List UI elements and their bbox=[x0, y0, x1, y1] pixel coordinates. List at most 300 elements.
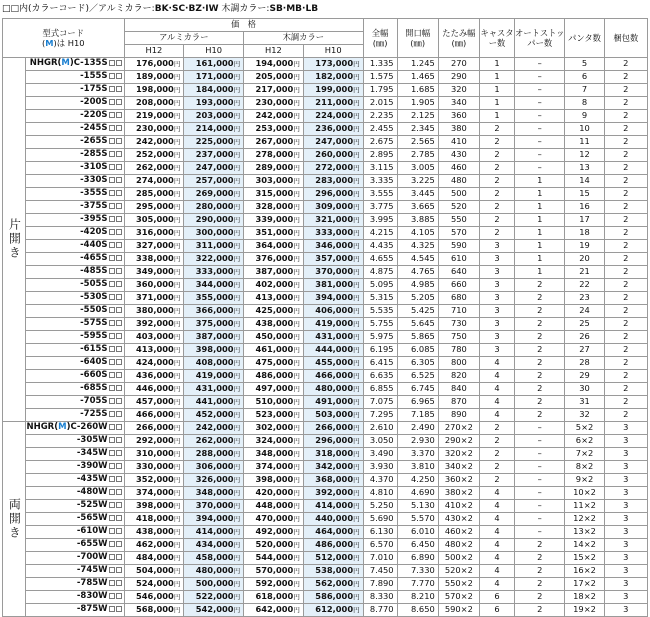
color-code-box-icon bbox=[116, 333, 122, 339]
full-width: 6.570 bbox=[363, 538, 397, 551]
caster-count: 6 bbox=[479, 603, 514, 616]
package-count: 2 bbox=[604, 278, 647, 291]
price-alu-h10: 375,000円 bbox=[184, 317, 244, 330]
opening-width: 5.205 bbox=[397, 291, 438, 304]
package-count: 3 bbox=[604, 525, 647, 538]
panta-count: 15 bbox=[565, 187, 604, 200]
package-count: 3 bbox=[604, 603, 647, 616]
price-alu-h12: 262,000円 bbox=[124, 161, 184, 174]
table-row bbox=[3, 343, 648, 356]
caster-count: 6 bbox=[479, 590, 514, 603]
full-width: 5.250 bbox=[363, 499, 397, 512]
color-code-box-icon bbox=[116, 541, 122, 547]
color-code-box-icon bbox=[109, 307, 115, 313]
price-alu-h12: 292,000円 bbox=[124, 434, 184, 447]
panta-count: 30 bbox=[565, 382, 604, 395]
price-alu-h10: 300,000円 bbox=[184, 226, 244, 239]
table-row bbox=[3, 460, 648, 473]
price-wood-h12: 374,000円 bbox=[244, 460, 304, 473]
folded-width: 660 bbox=[438, 278, 479, 291]
color-code-box-icon bbox=[116, 60, 122, 66]
color-code-box-icon bbox=[116, 229, 122, 235]
price-wood-h10: 309,000円 bbox=[303, 200, 363, 213]
color-code-box-icon bbox=[116, 268, 122, 274]
table-row bbox=[3, 486, 648, 499]
price-wood-h12: 387,000円 bbox=[244, 265, 304, 278]
folded-width-header: たたみ幅 (㎜) bbox=[438, 19, 479, 58]
price-alu-h10: 203,000円 bbox=[184, 109, 244, 122]
model-code: -375S bbox=[25, 200, 124, 213]
model-code: -705S bbox=[25, 395, 124, 408]
stopper-count: 2 bbox=[515, 343, 565, 356]
panta-count: 8×2 bbox=[565, 460, 604, 473]
price-wood-h10: 260,000円 bbox=[303, 148, 363, 161]
package-count: 3 bbox=[604, 499, 647, 512]
full-width: 7.890 bbox=[363, 577, 397, 590]
full-width: 3.555 bbox=[363, 187, 397, 200]
price-alu-h10: 193,000円 bbox=[184, 96, 244, 109]
price-alu-h10: 480,000円 bbox=[184, 564, 244, 577]
full-width: 4.875 bbox=[363, 265, 397, 278]
color-code-box-icon bbox=[109, 229, 115, 235]
model-code: -640S bbox=[25, 356, 124, 369]
price-wood-h12: 642,000円 bbox=[244, 603, 304, 616]
folded-width: 480×2 bbox=[438, 538, 479, 551]
table-row bbox=[3, 174, 648, 187]
wood-h12-header: H12 bbox=[244, 44, 304, 57]
stopper-count: – bbox=[515, 135, 565, 148]
color-code-box-icon bbox=[116, 164, 122, 170]
color-code-box-icon bbox=[116, 554, 122, 560]
price-alu-h12: 219,000円 bbox=[124, 109, 184, 122]
price-wood-h10: 211,000円 bbox=[303, 96, 363, 109]
stopper-count: 1 bbox=[515, 252, 565, 265]
model-code: -420S bbox=[25, 226, 124, 239]
color-code-box-icon bbox=[109, 567, 115, 573]
opening-width: 1.245 bbox=[397, 57, 438, 70]
folded-width: 340 bbox=[438, 96, 479, 109]
price-alu-h10: 344,000円 bbox=[184, 278, 244, 291]
color-code-box-icon bbox=[116, 346, 122, 352]
stopper-count: – bbox=[515, 473, 565, 486]
price-wood-h12: 492,000円 bbox=[244, 525, 304, 538]
price-wood-h10: 236,000円 bbox=[303, 122, 363, 135]
price-wood-h10: 381,000円 bbox=[303, 278, 363, 291]
opening-width: 4.690 bbox=[397, 486, 438, 499]
folded-width: 610 bbox=[438, 252, 479, 265]
panta-count: 20 bbox=[565, 252, 604, 265]
price-alu-h12: 349,000円 bbox=[124, 265, 184, 278]
price-alu-h10: 161,000円 bbox=[184, 57, 244, 70]
panta-count: 11×2 bbox=[565, 499, 604, 512]
price-alu-h12: 208,000円 bbox=[124, 96, 184, 109]
color-code-box-icon bbox=[116, 398, 122, 404]
price-alu-h12: 403,000円 bbox=[124, 330, 184, 343]
table-row bbox=[3, 226, 648, 239]
price-alu-h12: 285,000円 bbox=[124, 187, 184, 200]
price-alu-h10: 322,000円 bbox=[184, 252, 244, 265]
price-wood-h12: 302,000円 bbox=[244, 421, 304, 434]
package-count: 2 bbox=[604, 317, 647, 330]
legend-prefix: □□内(カラーコード)／アルミカラー: bbox=[2, 4, 155, 14]
folded-width: 410 bbox=[438, 135, 479, 148]
price-alu-h10: 326,000円 bbox=[184, 473, 244, 486]
price-wood-h10: 486,000円 bbox=[303, 538, 363, 551]
stopper-count: 2 bbox=[515, 369, 565, 382]
opening-width: 3.810 bbox=[397, 460, 438, 473]
full-width: 1.335 bbox=[363, 57, 397, 70]
price-wood-h10: 406,000円 bbox=[303, 304, 363, 317]
model-code: -435W bbox=[25, 473, 124, 486]
color-code-box-icon bbox=[116, 385, 122, 391]
price-wood-h12: 618,000円 bbox=[244, 590, 304, 603]
wood-color-header: 木調カラー bbox=[244, 31, 364, 44]
price-alu-h12: 568,000円 bbox=[124, 603, 184, 616]
opening-width: 5.570 bbox=[397, 512, 438, 525]
color-code-box-icon bbox=[116, 99, 122, 105]
model-code: -530S bbox=[25, 291, 124, 304]
color-code-box-icon bbox=[116, 528, 122, 534]
color-code-box-icon bbox=[109, 333, 115, 339]
full-width: 4.810 bbox=[363, 486, 397, 499]
folded-width: 410×2 bbox=[438, 499, 479, 512]
alu-color-header: アルミカラー bbox=[124, 31, 244, 44]
opening-width: 2.345 bbox=[397, 122, 438, 135]
color-code-box-icon bbox=[116, 359, 122, 365]
full-width: 2.015 bbox=[363, 96, 397, 109]
package-count: 2 bbox=[604, 356, 647, 369]
panta-count: 7 bbox=[565, 83, 604, 96]
model-code: -505S bbox=[25, 278, 124, 291]
color-code-box-icon bbox=[109, 177, 115, 183]
package-count: 2 bbox=[604, 395, 647, 408]
price-alu-h12: 446,000円 bbox=[124, 382, 184, 395]
price-wood-h12: 194,000円 bbox=[244, 57, 304, 70]
model-code: -390W bbox=[25, 460, 124, 473]
price-alu-h12: 546,000円 bbox=[124, 590, 184, 603]
caster-count: 3 bbox=[479, 317, 514, 330]
color-code-box-icon bbox=[109, 73, 115, 79]
caster-count: 4 bbox=[479, 512, 514, 525]
price-wood-h12: 592,000円 bbox=[244, 577, 304, 590]
caster-count: 1 bbox=[479, 109, 514, 122]
table-row bbox=[3, 57, 648, 70]
panta-count: 15×2 bbox=[565, 551, 604, 564]
legend-wood-label: 木調カラー: bbox=[221, 4, 270, 14]
price-wood-h12: 289,000円 bbox=[244, 161, 304, 174]
stopper-count: – bbox=[515, 70, 565, 83]
panta-count: 16 bbox=[565, 200, 604, 213]
price-alu-h12: 338,000円 bbox=[124, 252, 184, 265]
color-code-box-icon bbox=[109, 606, 115, 612]
color-code-box-icon bbox=[116, 372, 122, 378]
caster-count: 3 bbox=[479, 343, 514, 356]
price-wood-h10: 182,000円 bbox=[303, 70, 363, 83]
color-code-box-icon bbox=[109, 268, 115, 274]
price-alu-h12: 310,000円 bbox=[124, 447, 184, 460]
price-alu-h10: 306,000円 bbox=[184, 460, 244, 473]
price-table-body bbox=[3, 57, 648, 616]
full-width: 4.435 bbox=[363, 239, 397, 252]
price-alu-h12: 374,000円 bbox=[124, 486, 184, 499]
folded-width: 290 bbox=[438, 70, 479, 83]
price-wood-h10: 491,000円 bbox=[303, 395, 363, 408]
price-alu-h12: 189,000円 bbox=[124, 70, 184, 83]
color-code-box-icon bbox=[109, 476, 115, 482]
package-header: 梱包数 bbox=[604, 19, 647, 58]
color-code-box-icon bbox=[109, 125, 115, 131]
color-code-box-icon bbox=[116, 489, 122, 495]
color-code-box-icon bbox=[116, 580, 122, 586]
color-code-box-icon bbox=[109, 255, 115, 261]
price-wood-h10: 247,000円 bbox=[303, 135, 363, 148]
panta-count: 31 bbox=[565, 395, 604, 408]
opening-width: 8.650 bbox=[397, 603, 438, 616]
caster-count: 3 bbox=[479, 291, 514, 304]
full-width: 5.535 bbox=[363, 304, 397, 317]
model-code: -285S bbox=[25, 148, 124, 161]
price-alu-h10: 333,000円 bbox=[184, 265, 244, 278]
price-alu-h12: 484,000円 bbox=[124, 551, 184, 564]
opening-width: 6.305 bbox=[397, 356, 438, 369]
price-wood-h10: 173,000円 bbox=[303, 57, 363, 70]
price-wood-h12: 570,000円 bbox=[244, 564, 304, 577]
stopper-count: 2 bbox=[515, 330, 565, 343]
table-row bbox=[3, 187, 648, 200]
stopper-count: 2 bbox=[515, 317, 565, 330]
opening-width: 6.965 bbox=[397, 395, 438, 408]
price-alu-h10: 280,000円 bbox=[184, 200, 244, 213]
full-width: 3.775 bbox=[363, 200, 397, 213]
panta-count: 7×2 bbox=[565, 447, 604, 460]
model-code: -220S bbox=[25, 109, 124, 122]
model-code: -395S bbox=[25, 213, 124, 226]
price-wood-h12: 217,000円 bbox=[244, 83, 304, 96]
caster-count: 4 bbox=[479, 551, 514, 564]
price-alu-h12: 360,000円 bbox=[124, 278, 184, 291]
folded-width: 460 bbox=[438, 161, 479, 174]
price-alu-h10: 290,000円 bbox=[184, 213, 244, 226]
package-count: 2 bbox=[604, 369, 647, 382]
opening-width: 2.930 bbox=[397, 434, 438, 447]
caster-count: 3 bbox=[479, 252, 514, 265]
package-count: 2 bbox=[604, 213, 647, 226]
model-code: -685S bbox=[25, 382, 124, 395]
stopper-count: 2 bbox=[515, 603, 565, 616]
color-code-box-icon bbox=[109, 346, 115, 352]
model-code: -595S bbox=[25, 330, 124, 343]
package-count: 2 bbox=[604, 265, 647, 278]
price-wood-h10: 199,000円 bbox=[303, 83, 363, 96]
model-code-header: 型式コード (M)は H10 bbox=[3, 19, 125, 58]
caster-count: 4 bbox=[479, 577, 514, 590]
color-code-box-icon bbox=[109, 359, 115, 365]
model-code: -485S bbox=[25, 265, 124, 278]
package-count: 3 bbox=[604, 486, 647, 499]
price-wood-h10: 440,000円 bbox=[303, 512, 363, 525]
folded-width: 520×2 bbox=[438, 564, 479, 577]
panta-count: 27 bbox=[565, 343, 604, 356]
caster-count: 4 bbox=[479, 486, 514, 499]
table-row bbox=[3, 135, 648, 148]
opening-width: 6.745 bbox=[397, 382, 438, 395]
opening-width: 3.225 bbox=[397, 174, 438, 187]
price-wood-h12: 497,000円 bbox=[244, 382, 304, 395]
price-alu-h10: 237,000円 bbox=[184, 148, 244, 161]
panta-count: 9 bbox=[565, 109, 604, 122]
opening-width: 5.130 bbox=[397, 499, 438, 512]
price-wood-h12: 253,000円 bbox=[244, 122, 304, 135]
caster-count: 2 bbox=[479, 473, 514, 486]
opening-width: 3.370 bbox=[397, 447, 438, 460]
color-code-box-icon bbox=[109, 385, 115, 391]
legend-alu-colors: BK·SC·BZ·IW bbox=[154, 4, 219, 14]
price-wood-h10: 272,000円 bbox=[303, 161, 363, 174]
package-count: 2 bbox=[604, 291, 647, 304]
color-code-box-icon bbox=[116, 424, 122, 430]
group-label: 片開き bbox=[3, 57, 26, 421]
stopper-count: – bbox=[515, 83, 565, 96]
price-alu-h10: 522,000円 bbox=[184, 590, 244, 603]
full-width: 3.335 bbox=[363, 174, 397, 187]
full-width: 4.215 bbox=[363, 226, 397, 239]
stopper-count: 1 bbox=[515, 213, 565, 226]
color-code-box-icon bbox=[109, 437, 115, 443]
opening-width: 4.985 bbox=[397, 278, 438, 291]
folded-width: 570×2 bbox=[438, 590, 479, 603]
package-count: 2 bbox=[604, 122, 647, 135]
price-alu-h12: 176,000円 bbox=[124, 57, 184, 70]
stopper-count: 2 bbox=[515, 382, 565, 395]
color-code-box-icon bbox=[109, 398, 115, 404]
table-row bbox=[3, 239, 648, 252]
stopper-count: 2 bbox=[515, 551, 565, 564]
price-wood-h12: 278,000円 bbox=[244, 148, 304, 161]
opening-width: 4.250 bbox=[397, 473, 438, 486]
table-row bbox=[3, 408, 648, 421]
package-count: 3 bbox=[604, 447, 647, 460]
price-wood-h10: 480,000円 bbox=[303, 382, 363, 395]
table-row bbox=[3, 512, 648, 525]
price-wood-h12: 461,000円 bbox=[244, 343, 304, 356]
price-wood-h10: 562,000円 bbox=[303, 577, 363, 590]
panta-count: 23 bbox=[565, 291, 604, 304]
package-count: 3 bbox=[604, 512, 647, 525]
price-alu-h10: 262,000円 bbox=[184, 434, 244, 447]
price-wood-h10: 321,000円 bbox=[303, 213, 363, 226]
price-wood-h12: 523,000円 bbox=[244, 408, 304, 421]
stopper-count: 1 bbox=[515, 187, 565, 200]
folded-width: 480 bbox=[438, 174, 479, 187]
opening-width: 6.525 bbox=[397, 369, 438, 382]
opening-width: 2.565 bbox=[397, 135, 438, 148]
price-wood-h12: 544,000円 bbox=[244, 551, 304, 564]
price-alu-h10: 269,000円 bbox=[184, 187, 244, 200]
caster-count: 3 bbox=[479, 330, 514, 343]
price-alu-h12: 352,000円 bbox=[124, 473, 184, 486]
price-alu-h12: 266,000円 bbox=[124, 421, 184, 434]
package-count: 2 bbox=[604, 109, 647, 122]
price-wood-h10: 368,000円 bbox=[303, 473, 363, 486]
color-code-box-icon bbox=[109, 502, 115, 508]
folded-width: 730 bbox=[438, 317, 479, 330]
color-code-box-icon bbox=[109, 294, 115, 300]
model-code: -265S bbox=[25, 135, 124, 148]
stopper-count: – bbox=[515, 161, 565, 174]
color-code-box-icon bbox=[116, 515, 122, 521]
color-code-box-icon bbox=[109, 203, 115, 209]
model-code: NHGR(M)C-135S bbox=[25, 57, 124, 70]
package-count: 3 bbox=[604, 460, 647, 473]
full-width: 4.655 bbox=[363, 252, 397, 265]
price-wood-h10: 283,000円 bbox=[303, 174, 363, 187]
caster-count: 1 bbox=[479, 70, 514, 83]
full-width: 6.635 bbox=[363, 369, 397, 382]
price-wood-h12: 420,000円 bbox=[244, 486, 304, 499]
color-code-box-icon bbox=[116, 307, 122, 313]
price-alu-h10: 370,000円 bbox=[184, 499, 244, 512]
alu-h12-header: H12 bbox=[124, 44, 184, 57]
full-width: 3.050 bbox=[363, 434, 397, 447]
color-code-box-icon bbox=[116, 294, 122, 300]
opening-width: 6.890 bbox=[397, 551, 438, 564]
full-width: 7.075 bbox=[363, 395, 397, 408]
opening-width: 2.785 bbox=[397, 148, 438, 161]
model-code: -310S bbox=[25, 161, 124, 174]
opening-width: 4.765 bbox=[397, 265, 438, 278]
price-alu-h10: 500,000円 bbox=[184, 577, 244, 590]
table-row bbox=[3, 148, 648, 161]
package-count: 3 bbox=[604, 473, 647, 486]
caster-header: キャスター数 bbox=[479, 19, 514, 58]
panta-count: 28 bbox=[565, 356, 604, 369]
model-code: -725S bbox=[25, 408, 124, 421]
stopper-count: 1 bbox=[515, 174, 565, 187]
price-wood-h12: 339,000円 bbox=[244, 213, 304, 226]
table-row bbox=[3, 291, 648, 304]
color-code-box-icon bbox=[116, 437, 122, 443]
table-row bbox=[3, 577, 648, 590]
price-wood-h12: 364,000円 bbox=[244, 239, 304, 252]
price-alu-h10: 214,000円 bbox=[184, 122, 244, 135]
package-count: 3 bbox=[604, 590, 647, 603]
folded-width: 840 bbox=[438, 382, 479, 395]
table-row bbox=[3, 538, 648, 551]
folded-width: 270 bbox=[438, 57, 479, 70]
panta-count: 14 bbox=[565, 174, 604, 187]
table-row bbox=[3, 525, 648, 538]
full-width: 5.690 bbox=[363, 512, 397, 525]
table-row bbox=[3, 278, 648, 291]
full-width: 2.610 bbox=[363, 421, 397, 434]
table-row bbox=[3, 564, 648, 577]
color-code-box-icon bbox=[116, 567, 122, 573]
panta-count: 19×2 bbox=[565, 603, 604, 616]
opening-width: 1.465 bbox=[397, 70, 438, 83]
price-alu-h10: 311,000円 bbox=[184, 239, 244, 252]
full-width: 6.855 bbox=[363, 382, 397, 395]
full-width: 7.010 bbox=[363, 551, 397, 564]
package-count: 2 bbox=[604, 330, 647, 343]
model-code: -525W bbox=[25, 499, 124, 512]
price-wood-h10: 224,000円 bbox=[303, 109, 363, 122]
price-alu-h12: 274,000円 bbox=[124, 174, 184, 187]
caster-count: 1 bbox=[479, 57, 514, 70]
price-alu-h12: 418,000円 bbox=[124, 512, 184, 525]
color-code-box-icon bbox=[116, 73, 122, 79]
table-row bbox=[3, 213, 648, 226]
full-width: 5.755 bbox=[363, 317, 397, 330]
